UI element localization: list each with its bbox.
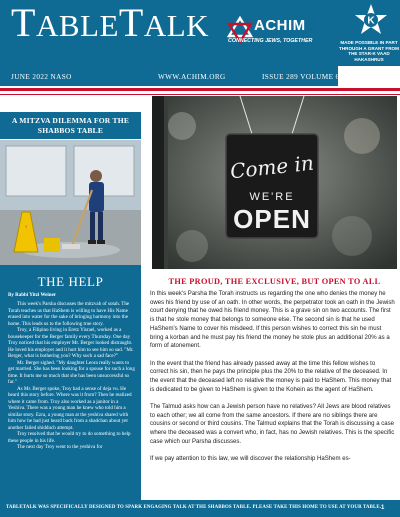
sign-open: OPEN xyxy=(233,204,311,234)
achim-tagline: CONNECTING JEWS, TOGETHER xyxy=(228,38,313,44)
sidebar-section-title: A MITZVA DILEMMA FOR THE SHABBOS TABLE xyxy=(0,112,141,139)
open-sign-photo xyxy=(152,96,397,269)
masthead xyxy=(0,0,400,66)
stark-emblem-letter: K xyxy=(367,15,375,27)
footer-note: TABLETALK WAS SPECIFICALLY DESIGNED TO SPARK ENGAGING TALK AT THE SHABBOS TABLE. PLEASE TAKE THIS HOME TO USE AT YOUR TABLE. xyxy=(6,505,382,510)
article-headline: THE PROUD, THE EXCLUSIVE, BUT OPEN TO ALL xyxy=(168,277,381,286)
story-paragraph: This week's Parsha discusses the mitzvah of sotah. The Torah teaches us that HaShem is willing to have His Name erased into water for the sake of bringing harmony into the home. This leads us to the following true story. xyxy=(8,301,130,327)
story-paragraph: Troy resolved that he would try to do something to help these people in his life. xyxy=(8,431,131,444)
star-k-emblem-icon xyxy=(354,3,388,37)
svg-text:!: ! xyxy=(25,224,27,229)
article-body xyxy=(150,290,395,472)
janitor-photo xyxy=(0,140,141,265)
story-paragraph: The next day Troy went to the yeshiva for xyxy=(17,444,103,450)
story-title: THE HELP xyxy=(37,274,104,289)
issue-info-bar xyxy=(0,66,338,86)
sign-come-in: Come in xyxy=(228,150,315,184)
newsletter-title xyxy=(11,0,210,45)
issue-number: ISSUE 289 VOLUME 6 xyxy=(262,73,340,81)
website-link[interactable]: WWW.ACHIM.ORG xyxy=(158,73,226,81)
achim-logo xyxy=(226,16,324,50)
title-letter-t: T xyxy=(11,0,36,45)
achim-name: ACHIM xyxy=(254,17,306,34)
header-divider-thin xyxy=(0,94,400,95)
issue-date: JUNE 2022 NASO xyxy=(11,73,72,81)
sponsor-text: MADE POSSIBLE IN PART THROUGH A GRANT FROM THE STAR-K VAAD HAKASHRUS xyxy=(339,40,399,62)
story-paragraph: Troy, a Filipino living in Eretz Yisrael, worked as a housekeeper for the Berger family every Thursday. One day Troy noticed that his employer Mr. Berger looked distraught. He loved his employer and it hurt him to see him so sad. "Mr. Berger, what is bothering you? Why such a sad face?" xyxy=(8,327,134,359)
story-paragraph: Mr. Berger sighed. "My daughter Leora really wants to get married. She has been looking for a spouse for such a long time. It hurts me so much that she has been unsuccessful so far." xyxy=(8,359,135,385)
article-paragraph: In the event that the friend has already passed away at the time this fellow wishes to correct his sin, then he pays the principle plus the 20% to the relative of the deceased. In the event that the deceased left no relative the money is paid to HaShem. This money that is dedicated to be given to HaShem is given to the Kohein as the agent of HaShem. xyxy=(150,360,392,393)
title-able: ABLE xyxy=(35,8,119,43)
story-paragraph: As Mr. Berger spoke, Troy had a sense of deja vu. He heard this story before. Where was it from? Then he realized where it came from. Troy also worked as a janitor in a Yeshiva. There was a young man he knew who told him a similar story. Ezra, a young man at the yeshiva shared with him how he had just heard back from a shadchan about yet another failed shidduch attempt. xyxy=(8,385,132,431)
the-help-story-panel xyxy=(0,265,141,517)
article-paragraph: In this week's Parsha the Torah instructs us regarding the one who denies the money he owes his friend by use of an oath. In other words, the perpetrator took an oath in the Jewish court denying that he owed his friend money. This is a grave sin on two accounts. The first is that he stole money that belongs to someone else. The second sin is that he used HaShem's Name to cover his misdeed. If this person wishes to correct this sin he must bring a korban and he must pay his friend the money he stole plus an additional 20% as a form of atonement. xyxy=(150,291,395,350)
page-number: 1 xyxy=(381,505,385,511)
title-letter-t2: T xyxy=(118,0,144,45)
story-byline: By Rabbi Yitzi Weiner xyxy=(8,293,57,298)
sign-were: WE'RE xyxy=(249,191,295,203)
article-paragraph: If we pay attention to this law, we will discover the relationship HaShem es- xyxy=(150,456,351,463)
article-paragraph: The Talmud asks how can a Jewish person have no relatives? All Jews are blood relatives to each other; we all come from the same ancestors. If there are no siblings there are cousins or second or third cousins. The Talmud explains that the Torah is discussing a case where the deceased was a convert who, in fact, has no Jewish relatives. This is the specific case which our Parsha discusses. xyxy=(150,403,395,445)
story-body xyxy=(8,301,135,451)
title-alk: ALK xyxy=(143,8,210,43)
header-divider xyxy=(0,88,400,91)
